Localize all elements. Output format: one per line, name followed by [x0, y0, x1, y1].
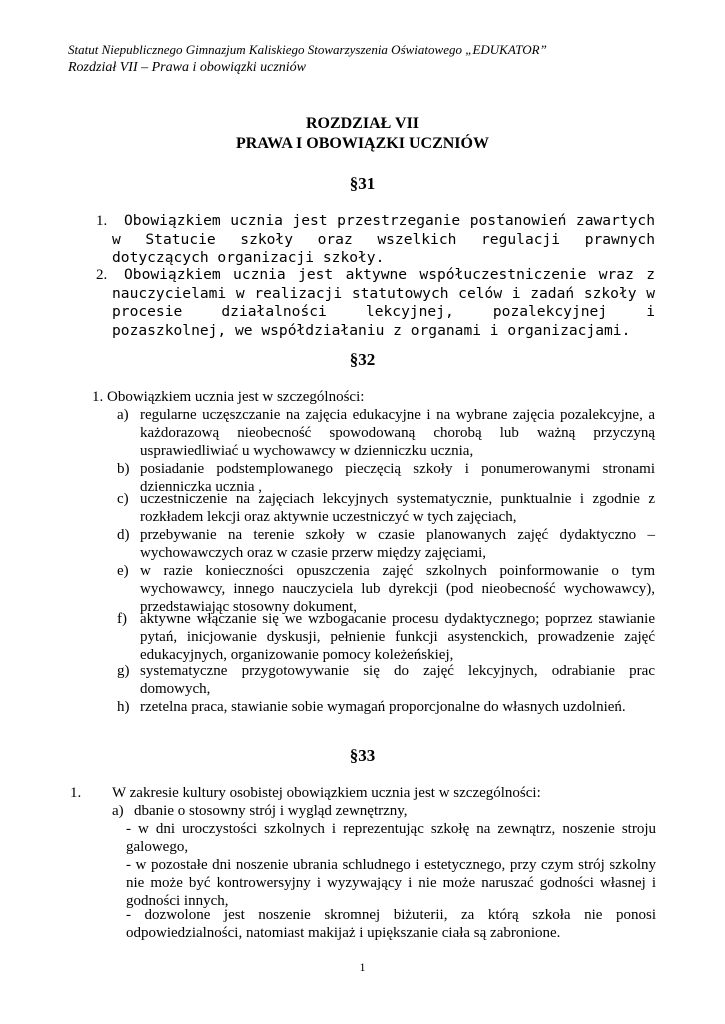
section-heading-32: §32 — [349, 350, 376, 369]
list-item-32-h: rzetelna praca, stawianie sobie wymagań proporcjonalne do własnych uzdolnień. — [140, 699, 626, 715]
document-header-chapter: Rozdział VII – Prawa i obowiązki uczniów — [68, 60, 306, 75]
list-item-32-g: systematyczne przygotowywanie się do zajęć lekcyjnych, odrabianie prac domowych, — [140, 663, 655, 698]
list-number: 2. — [96, 267, 108, 283]
list-item-32-d: przebywanie na terenie szkoły w czasie planowanych zajęć dydaktyczno – wychowawczych oraz w czasie przerw między zajęciami, — [140, 527, 655, 562]
list-marker: d) — [117, 527, 130, 543]
list-item-32-b: posiadanie podstemplowanego pieczęcią szkoły i ponumerowanymi stronami dzienniczka ucznia , — [140, 461, 655, 496]
list-item-32-a: regularne uczęszczanie na zajęcia edukacyjne i na wybrane zajęcia pozalekcyjne, a każdorazową nieobecność spowodowaną chorobą lub ważną przyczyną usprawiedliwiać u wychowawcy w dzienniczku ucznia, — [140, 407, 655, 460]
list-number: 1. — [96, 213, 108, 229]
list-marker: g) — [117, 663, 130, 679]
dash-item-2: - w pozostałe dni noszenie ubrania schludnego i estetycznego, przy czym strój szkolny nie może być kontrowersyjny i wyzywający i nie może naruszać godności własnej i godności innych, — [126, 857, 656, 910]
document-header-title: Statut Niepublicznego Gimnazjum Kaliskiego Stowarzyszenia Oświatowego „EDUKATOR” — [68, 42, 547, 57]
section-heading-31: §31 — [349, 174, 376, 193]
dash-item-3: - dozwolone jest noszenie skromnej biżuterii, za którą szkoła nie ponosi odpowiedzialności, natomiast makijaż i upiększanie ciała są zabronione. — [126, 907, 656, 942]
list-marker: a) — [117, 407, 129, 423]
list-marker: f) — [117, 611, 127, 627]
paragraph-31-2: Obowiązkiem ucznia jest aktywne współuczestniczenie wraz z nauczycielami w realizacji statutowych celów i zadań szkoły w procesie działalności lekcyjnej, pozalekcyjnej i pozaszkolnej, we współdziałaniu z organami i organizacjami. — [112, 266, 655, 339]
paragraph-31-1: Obowiązkiem ucznia jest przestrzeganie postanowień zawartych w Statucie szkoły oraz wszelkich regulacji prawnych dotyczących organizacji szkoły. — [112, 212, 655, 267]
list-marker: a) — [112, 803, 124, 819]
list-marker: h) — [117, 699, 130, 715]
list-item-32-e: w razie konieczności opuszczenia zajęć szkolnych poinformowanie o tym wychowawcy, innego nauczyciela lub dyrekcji (pod nieobecność wychowawcy), przedstawiając stosowny dokument, — [140, 563, 655, 616]
list-number: 1. — [70, 785, 82, 801]
list-marker: e) — [117, 563, 129, 579]
dash-item-1: - w dni uroczystości szkolnych i reprezentując szkołę na zewnątrz, noszenie stroju galowego, — [126, 821, 656, 856]
list-item-32-c: uczestniczenie na zajęciach lekcyjnych systematycznie, punktualnie i zgodnie z rozkładem lekcji oraz aktywnie uczestniczyć w tych zajęciach, — [140, 491, 655, 526]
list-marker: c) — [117, 491, 129, 507]
paragraph-32-intro: 1. Obowiązkiem ucznia jest w szczególności: — [92, 389, 365, 405]
list-item-33-a: dbanie o stosowny strój i wygląd zewnętrzny, — [134, 803, 408, 819]
chapter-title: ROZDZIAŁ VII — [305, 115, 420, 132]
chapter-subtitle: PRAWA I OBOWIĄZKI UCZNIÓW — [236, 135, 489, 152]
section-heading-33: §33 — [349, 746, 376, 765]
list-item-32-f: aktywne włączanie się we wzbogacanie procesu dydaktycznego; poprzez stawianie pytań, inicjowanie dyskusji, pełnienie funkcji asystenckich, prowadzenie zajęć edukacyjnych, organizowanie pomocy koleżeńskiej, — [140, 611, 655, 664]
paragraph-33-intro: W zakresie kultury osobistej obowiązkiem ucznia jest w szczególności: — [112, 785, 541, 801]
page-number: 1 — [359, 960, 366, 974]
list-marker: b) — [117, 461, 130, 477]
